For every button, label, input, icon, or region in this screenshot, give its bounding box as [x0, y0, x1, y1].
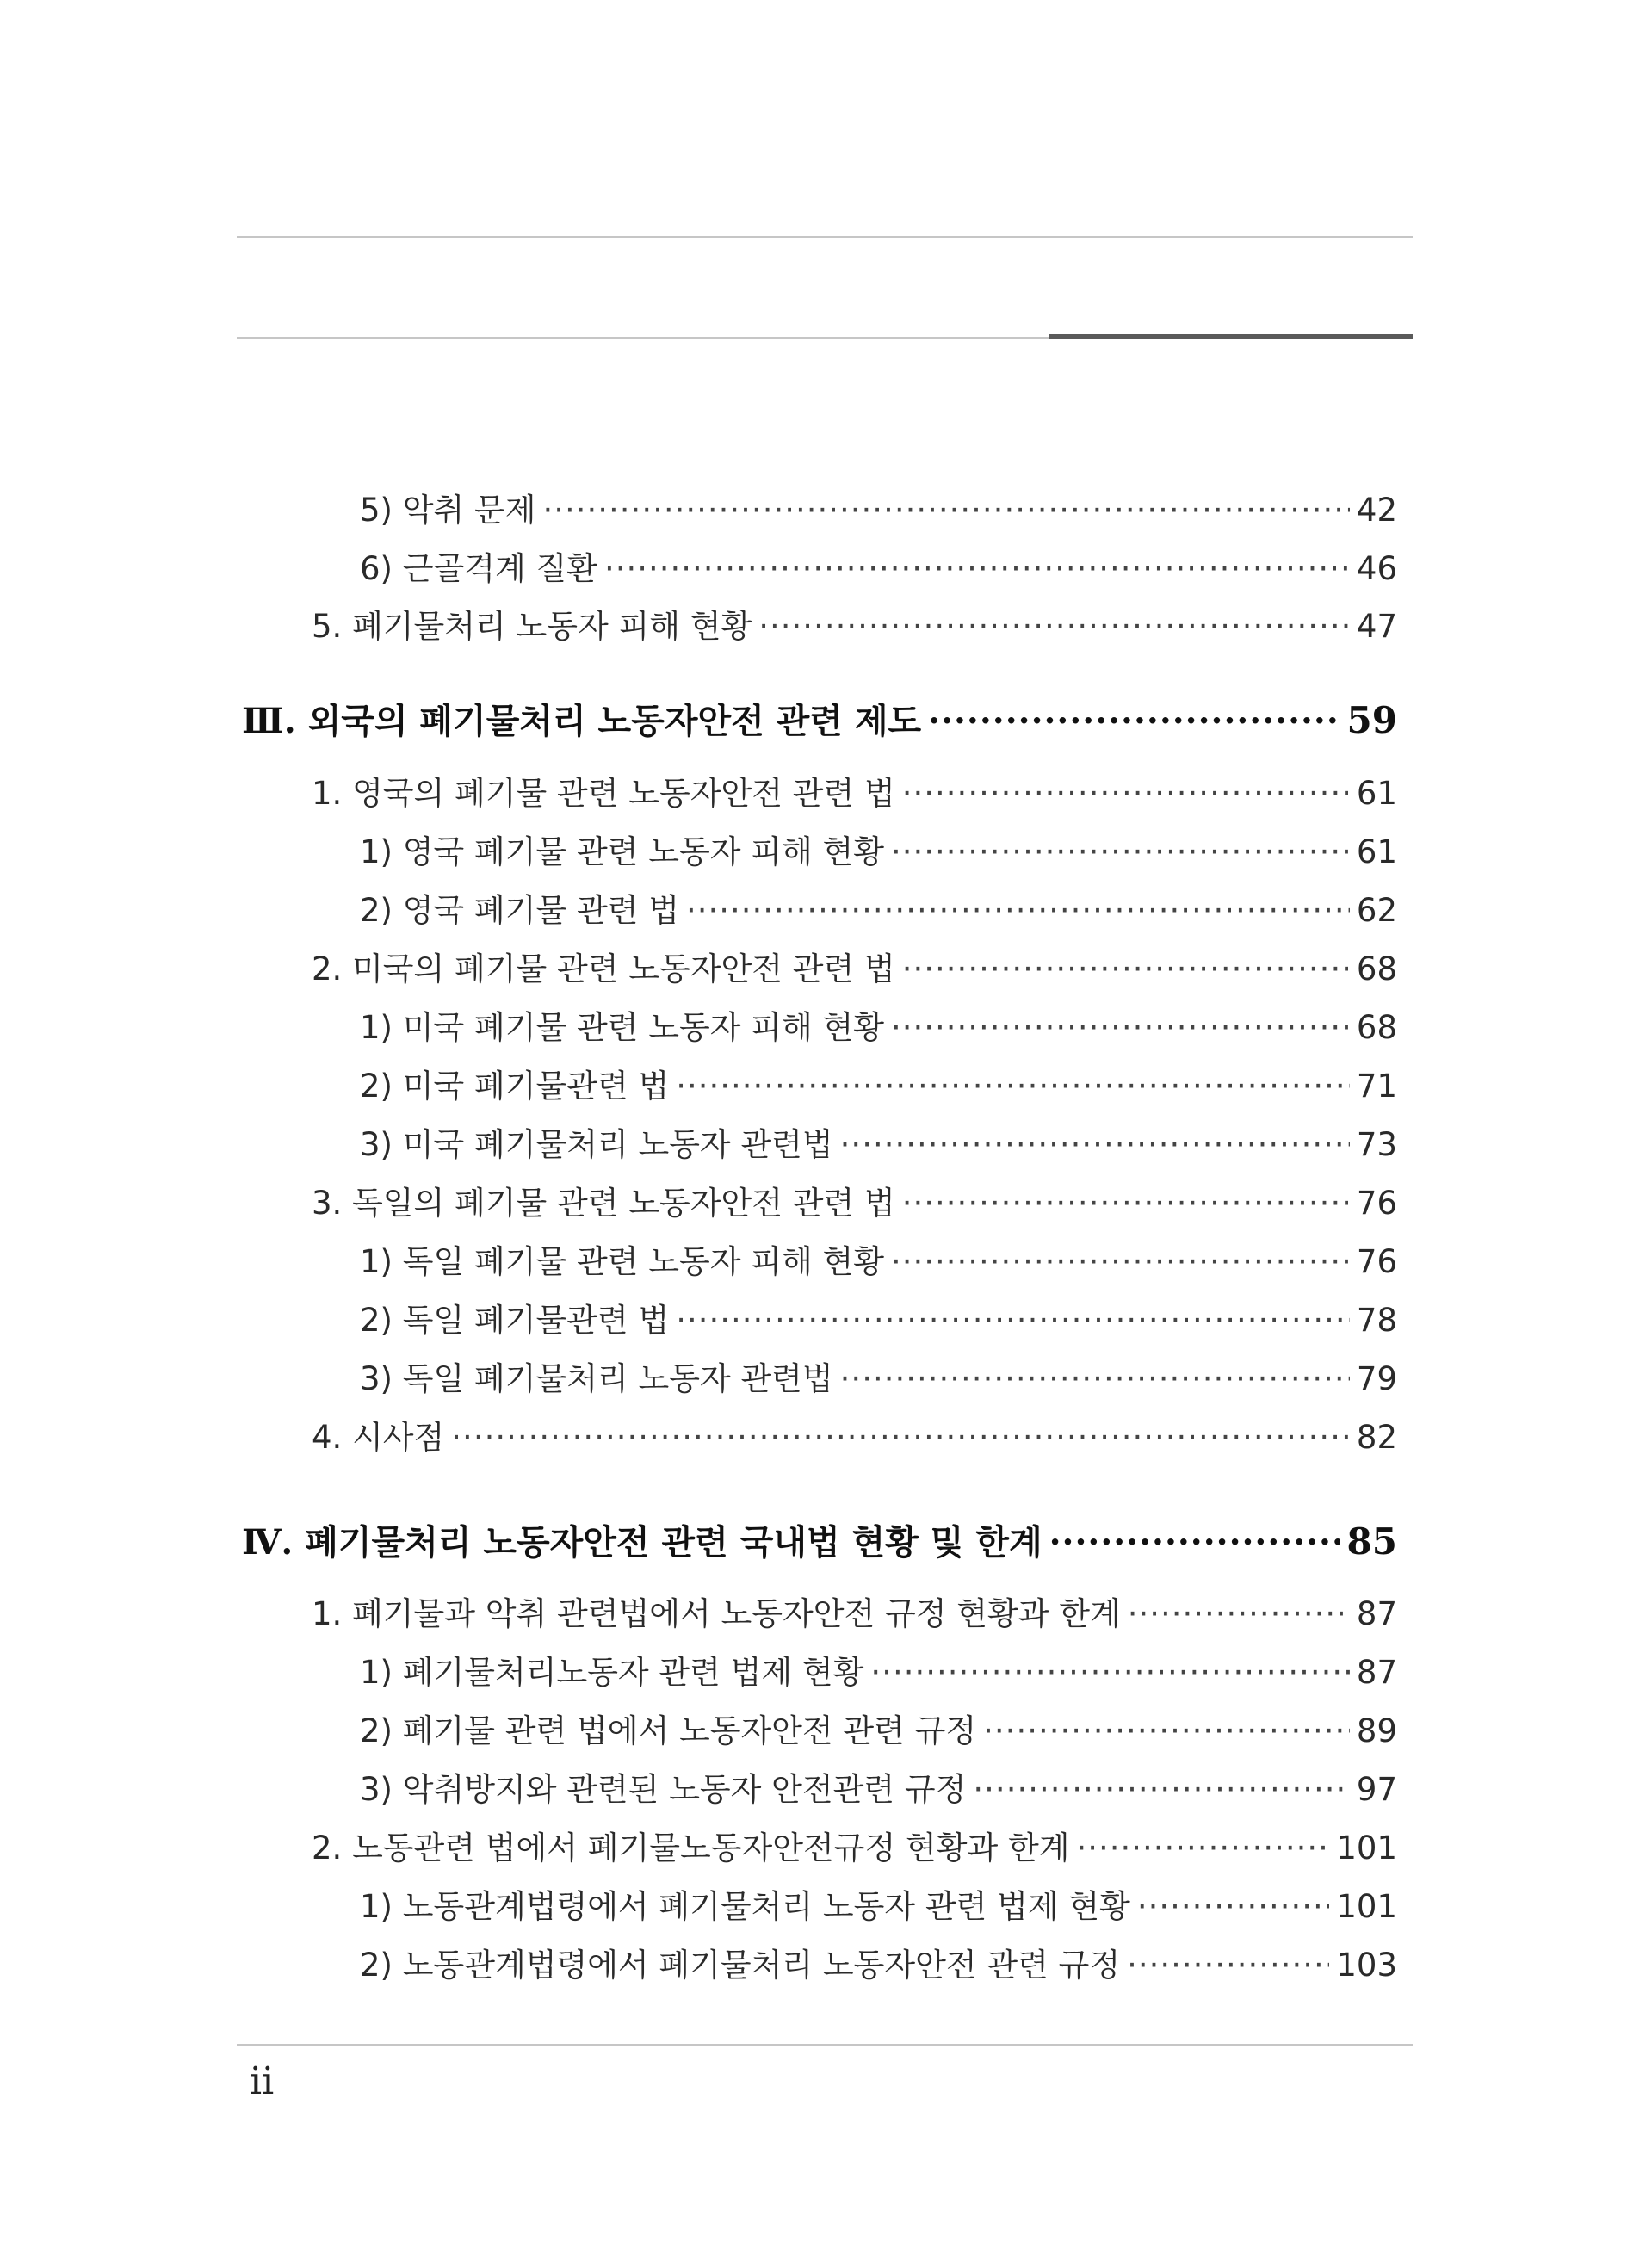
toc-entry-page: 78 — [1356, 1302, 1397, 1339]
toc-entry[interactable] — [312, 1182, 1397, 1225]
dot-leader — [1049, 1517, 1340, 1569]
toc-entry[interactable] — [360, 831, 1397, 874]
toc-entry[interactable] — [360, 1651, 1397, 1694]
toc-entry-page: 68 — [1356, 1009, 1397, 1046]
dot-leader — [891, 831, 1350, 874]
dot-leader — [870, 1651, 1349, 1694]
toc-entry-label: 3. 독일의 폐기물 관련 노동자안전 관련 법 — [312, 1185, 895, 1222]
dot-leader — [686, 889, 1350, 932]
dot-leader — [451, 1416, 1350, 1459]
toc-entry-page: 103 — [1336, 1947, 1397, 1984]
toc-entry-page: 42 — [1356, 492, 1397, 529]
toc-entry-page: 101 — [1336, 1888, 1397, 1925]
header-accent-bar — [1049, 334, 1413, 339]
toc-entry-page: 87 — [1356, 1595, 1397, 1632]
toc-entry[interactable] — [360, 1944, 1397, 1987]
toc-entry-label: 1) 폐기물처리노동자 관련 법제 현황 — [360, 1654, 864, 1691]
toc-entry-label: 2. 노동관련 법에서 폐기물노동자안전규정 현황과 한계 — [312, 1829, 1070, 1866]
dot-leader — [840, 1358, 1350, 1401]
dot-leader — [758, 605, 1350, 648]
toc-entry-label: 2) 폐기물 관련 법에서 노동자안전 관련 규정 — [360, 1712, 977, 1749]
toc-entry-label: 2) 미국 폐기물관련 법 — [360, 1068, 670, 1105]
toc-entry-label: 1) 독일 폐기물 관련 노동자 피해 현황 — [360, 1243, 884, 1280]
dot-leader — [983, 1710, 1350, 1753]
dot-leader — [1127, 1944, 1329, 1987]
header-rule-top — [237, 236, 1413, 238]
toc-entry-label: 5) 악취 문제 — [360, 492, 536, 529]
toc-entry[interactable] — [360, 489, 1397, 532]
toc-entry-page: 47 — [1356, 608, 1397, 645]
toc-entry[interactable] — [312, 605, 1397, 648]
toc-entry-page: 101 — [1336, 1829, 1397, 1866]
toc-entry[interactable] — [360, 548, 1397, 591]
toc-entry-page: 62 — [1356, 892, 1397, 929]
toc-entry-page: 61 — [1356, 833, 1397, 870]
toc-entry-label: 1. 폐기물과 악취 관련법에서 노동자안전 규정 현황과 한계 — [312, 1595, 1121, 1632]
dot-leader — [1076, 1827, 1329, 1870]
dot-leader — [840, 1124, 1350, 1167]
toc-chapter[interactable] — [242, 695, 1397, 746]
toc-entry[interactable] — [360, 1768, 1397, 1811]
toc-entry-label: 6) 근골격계 질환 — [360, 550, 597, 587]
toc-entry-label: 1) 미국 폐기물 관련 노동자 피해 현황 — [360, 1009, 884, 1046]
toc-chapter[interactable] — [242, 1516, 1397, 1568]
dot-leader — [973, 1768, 1350, 1811]
toc-entry-label: 3) 독일 폐기물처리 노동자 관련법 — [360, 1360, 833, 1397]
toc-entry[interactable] — [360, 1710, 1397, 1753]
toc-entry[interactable] — [312, 1827, 1397, 1870]
toc-entry-page: 82 — [1356, 1419, 1397, 1456]
toc-entry[interactable] — [312, 772, 1397, 815]
toc-entry[interactable] — [312, 1593, 1397, 1636]
toc-entry[interactable] — [312, 948, 1397, 991]
toc-entry[interactable] — [360, 1299, 1397, 1342]
toc-entry-label: 5. 폐기물처리 노동자 피해 현황 — [312, 608, 752, 645]
toc-entry-label: 1) 노동관계법령에서 폐기물처리 노동자 관련 법제 현황 — [360, 1888, 1130, 1925]
toc-entry-page: 76 — [1356, 1185, 1397, 1222]
toc-entry-page: 68 — [1356, 950, 1397, 987]
toc-chapter-page: 59 — [1346, 699, 1397, 741]
toc-entry-label: 3) 악취방지와 관련된 노동자 안전관련 규정 — [360, 1771, 967, 1808]
dot-leader — [928, 696, 1340, 747]
footer-rule — [237, 2044, 1413, 2046]
toc-entry-label: 2. 미국의 폐기물 관련 노동자안전 관련 법 — [312, 950, 895, 987]
toc-entry-page: 97 — [1356, 1771, 1397, 1808]
toc-entry-label: 3) 미국 폐기물처리 노동자 관련법 — [360, 1126, 833, 1163]
toc-entry-label: 1. 영국의 폐기물 관련 노동자안전 관련 법 — [312, 775, 895, 812]
dot-leader — [676, 1065, 1350, 1108]
dot-leader — [1137, 1885, 1330, 1928]
dot-leader — [542, 489, 1349, 532]
toc-entry-page: 61 — [1356, 775, 1397, 812]
toc-entry[interactable] — [312, 1416, 1397, 1459]
toc-chapter-page: 85 — [1346, 1520, 1397, 1563]
toc-entry-page: 76 — [1356, 1243, 1397, 1280]
dot-leader — [891, 1006, 1350, 1049]
dot-leader — [891, 1241, 1350, 1284]
toc-entry-page: 73 — [1356, 1126, 1397, 1163]
toc-entry-label: 4. 시사점 — [312, 1419, 445, 1456]
dot-leader — [1128, 1593, 1350, 1636]
dot-leader — [676, 1299, 1350, 1342]
toc-entry-label: 2) 영국 폐기물 관련 법 — [360, 892, 679, 929]
toc-entry-page: 87 — [1356, 1654, 1397, 1691]
dot-leader — [902, 1182, 1350, 1225]
dot-leader — [902, 948, 1350, 991]
dot-leader — [604, 548, 1350, 591]
dot-leader — [902, 772, 1350, 815]
toc-entry-page: 89 — [1356, 1712, 1397, 1749]
toc-entry-label: 2) 독일 폐기물관련 법 — [360, 1302, 670, 1339]
toc-entry-page: 71 — [1356, 1068, 1397, 1105]
toc-entry[interactable] — [360, 1124, 1397, 1167]
toc-entry[interactable] — [360, 1006, 1397, 1049]
toc-entry-page: 79 — [1356, 1360, 1397, 1397]
toc-entry[interactable] — [360, 1885, 1397, 1928]
toc-entry[interactable] — [360, 1358, 1397, 1401]
toc-chapter-label: Ⅳ. 폐기물처리 노동자안전 관련 국내법 현황 및 한계 — [242, 1522, 1043, 1563]
toc-entry[interactable] — [360, 1241, 1397, 1284]
toc-chapter-label: Ⅲ. 외국의 폐기물처리 노동자안전 관련 제도 — [242, 701, 922, 741]
toc-entry[interactable] — [360, 889, 1397, 932]
toc-entry-label: 1) 영국 폐기물 관련 노동자 피해 현황 — [360, 833, 884, 870]
toc-entry[interactable] — [360, 1065, 1397, 1108]
page-number: ii — [250, 2059, 275, 2103]
toc-entry-page: 46 — [1356, 550, 1397, 587]
toc-entry-label: 2) 노동관계법령에서 폐기물처리 노동자안전 관련 규정 — [360, 1947, 1121, 1984]
